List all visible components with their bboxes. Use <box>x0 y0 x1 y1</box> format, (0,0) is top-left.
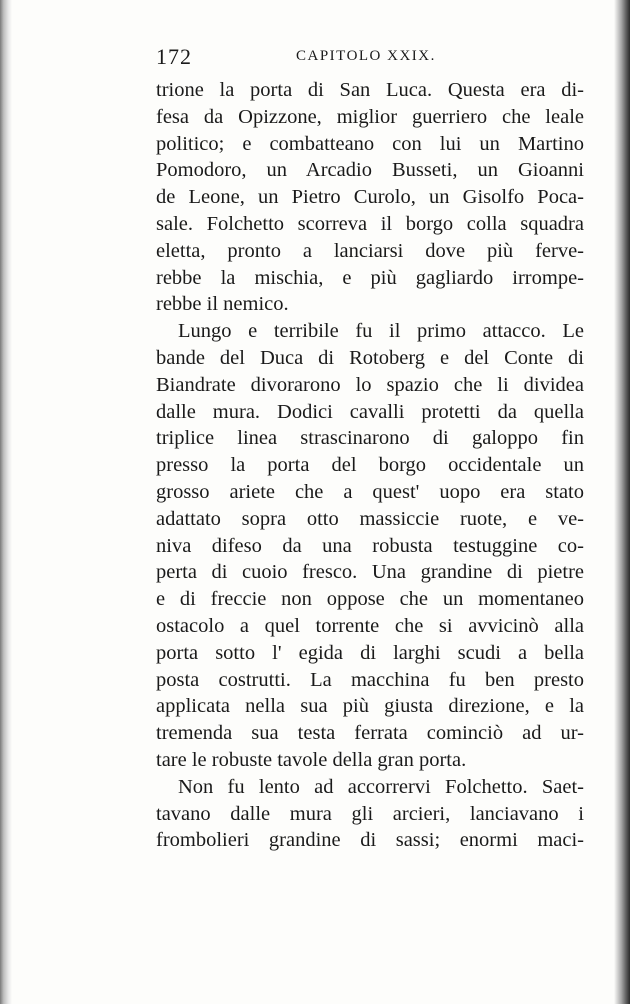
text-line: rebbe la mischia, e più gagliardo irrompe- <box>156 266 584 289</box>
page-number: 172 <box>156 44 192 69</box>
text-line: eletta, pronto a lanciarsi dove più ferve- <box>156 239 584 262</box>
text-line: tremenda sua testa ferrata cominciò ad ur- <box>156 722 584 745</box>
text-line: ostacolo a quel torrente che si avvicinò alla <box>156 614 584 637</box>
text-line: dalle mura. Dodici cavalli protetti da quella <box>156 400 584 423</box>
running-head <box>156 44 472 72</box>
text-line: bande del Duca di Rotoberg e del Conte di <box>156 346 584 369</box>
chapter-title: CAPITOLO XXIX. <box>296 48 436 64</box>
text-line: Non fu lento ad accorrervi Folchetto. Saet- <box>178 775 584 798</box>
text-line: grosso ariete che a quest' uopo era stato <box>156 480 584 503</box>
text-line: rebbe il nemico. <box>156 293 289 316</box>
text-line: sale. Folchetto scorreva il borgo colla squadra <box>156 212 584 235</box>
text-line: triplice linea strascinarono di galoppo fin <box>156 427 584 450</box>
text-line: posta costrutti. La macchina fu ben presto <box>156 668 584 691</box>
text-line: adattato sopra otto massiccie ruote, e ve- <box>156 507 584 530</box>
body-text <box>156 77 584 854</box>
text-line: fesa da Opizzone, miglior guerriero che leale <box>156 105 584 128</box>
text-line: Lungo e terribile fu il primo attacco. Le <box>178 320 584 343</box>
text-line: presso la porta del borgo occidentale un <box>156 454 584 477</box>
text-line: perta di cuoio fresco. Una grandine di pietre <box>156 561 584 584</box>
text-line: de Leone, un Pietro Curolo, un Gisolfo Poca- <box>156 186 584 209</box>
text-line: frombolieri grandine di sassi; enormi maci- <box>156 829 584 852</box>
text-line: politico; e combatteano con lui un Martino <box>156 132 584 155</box>
text-line: applicata nella sua più giusta direzione, e la <box>156 695 584 718</box>
text-line: tare le robuste tavole della gran porta. <box>156 748 467 771</box>
text-line: Pomodoro, un Arcadio Busseti, un Gioanni <box>156 159 584 182</box>
text-line: e di freccie non oppose che un momentaneo <box>156 588 584 611</box>
text-line: tavano dalle mura gli arcieri, lanciavano i <box>156 802 584 825</box>
text-line: porta sotto l' egida di larghi scudi a bella <box>156 641 584 664</box>
page-right-edge <box>614 0 630 1004</box>
text-line: Biandrate divorarono lo spazio che li dividea <box>156 373 584 396</box>
text-line: niva difeso da una robusta testuggine co- <box>156 534 584 557</box>
page-left-edge <box>0 0 12 1004</box>
text-line: trione la porta di San Luca. Questa era di- <box>156 79 584 101</box>
